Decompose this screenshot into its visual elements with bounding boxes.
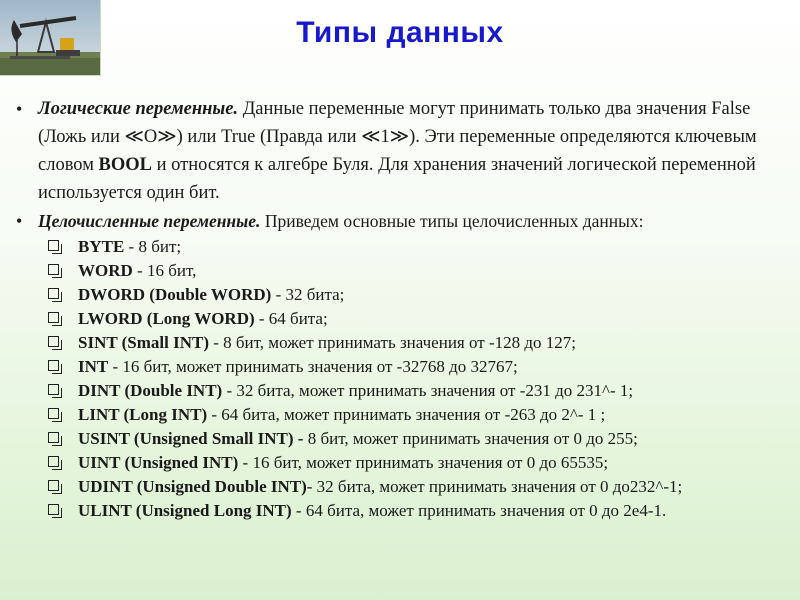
bullet-lead: Логические переменные. bbox=[38, 99, 239, 119]
type-desc: - 32 бита, может принимать значения от 0 до232^-1; bbox=[306, 477, 683, 496]
type-name: UDINT (Unsigned Double INT) bbox=[78, 477, 307, 496]
bullet-lead: Целочисленные переменные. bbox=[38, 211, 261, 231]
type-name: DWORD (Double WORD) bbox=[78, 285, 272, 304]
square-bullet-icon bbox=[48, 240, 59, 251]
bullet-dot-icon: • bbox=[16, 211, 23, 231]
type-name: INT bbox=[78, 357, 109, 376]
type-name: ULINT (Unsigned Long INT) bbox=[78, 501, 292, 520]
type-name: WORD bbox=[78, 261, 133, 280]
list-item bbox=[16, 427, 786, 451]
list-item bbox=[16, 235, 786, 259]
square-bullet-icon bbox=[48, 504, 59, 515]
square-bullet-icon bbox=[48, 312, 59, 323]
type-desc: - 8 бит; bbox=[124, 237, 182, 256]
list-item bbox=[16, 355, 786, 379]
type-name: USINT (Unsigned Small INT) - bbox=[78, 429, 304, 448]
content bbox=[16, 95, 786, 523]
square-bullet-icon bbox=[48, 336, 59, 347]
list-item bbox=[16, 331, 786, 355]
type-desc: - 8 бит, может принимать значения от -128 до 127; bbox=[209, 333, 576, 352]
square-bullet-icon bbox=[48, 456, 59, 467]
type-desc: - 16 бит, bbox=[132, 261, 197, 280]
square-bullet-icon bbox=[48, 432, 59, 443]
list-item bbox=[16, 475, 786, 499]
bullet-text: Данные переменные могут принимать только два значения False (Ложь или ≪О≫) или True (Правда или ≪1≫). Эти переменные определяются ключевым словом bbox=[38, 99, 757, 175]
square-bullet-icon bbox=[48, 360, 59, 371]
list-item bbox=[16, 307, 786, 331]
type-desc: - 16 бит, может принимать значения от 0 до 65535; bbox=[238, 453, 609, 472]
type-desc: - 64 бита, может принимать значения от -263 до 2^- 1 ; bbox=[207, 405, 606, 424]
types-list bbox=[16, 235, 786, 523]
square-bullet-icon bbox=[48, 288, 59, 299]
keyword: BOOL bbox=[98, 155, 153, 175]
list-item bbox=[16, 379, 786, 403]
type-desc: - 64 бита, может принимать значения от 0 до 2e4-1. bbox=[291, 501, 667, 520]
list-item bbox=[16, 499, 786, 523]
type-name: LWORD (Long WORD) bbox=[78, 309, 255, 328]
square-bullet-icon bbox=[48, 264, 59, 275]
bullet-integer bbox=[16, 208, 786, 234]
bullet-logical bbox=[16, 95, 786, 207]
type-desc: - 16 бит, может принимать значения от -32768 до 32767; bbox=[108, 357, 518, 376]
list-item bbox=[16, 451, 786, 475]
bullet-text: Приведем основные типы целочисленных данных: bbox=[260, 211, 644, 231]
square-bullet-icon bbox=[48, 384, 59, 395]
list-item bbox=[16, 259, 786, 283]
type-desc: - 64 бита; bbox=[254, 309, 328, 328]
type-desc: - 32 бита, может принимать значения от -231 до 231^- 1; bbox=[222, 381, 634, 400]
square-bullet-icon bbox=[48, 408, 59, 419]
type-desc: 8 бит, может принимать значения от 0 до 255; bbox=[303, 429, 638, 448]
type-name: BYTE bbox=[78, 237, 125, 256]
page-title: Типы данных bbox=[296, 16, 504, 49]
square-bullet-icon bbox=[48, 480, 59, 491]
bullet-dot-icon: • bbox=[16, 99, 23, 119]
bullet-text-end: и относятся к алгебре Буля. Для хранения значений логической переменной используется один бит. bbox=[38, 155, 756, 203]
type-name: LINT (Long INT) bbox=[78, 405, 208, 424]
type-desc: - 32 бита; bbox=[271, 285, 345, 304]
list-item bbox=[16, 403, 786, 427]
type-name: UINT (Unsigned INT) bbox=[78, 453, 239, 472]
list-item bbox=[16, 283, 786, 307]
type-name: SINT (Small INT) bbox=[78, 333, 209, 352]
type-name: DINT (Double INT) bbox=[78, 381, 223, 400]
